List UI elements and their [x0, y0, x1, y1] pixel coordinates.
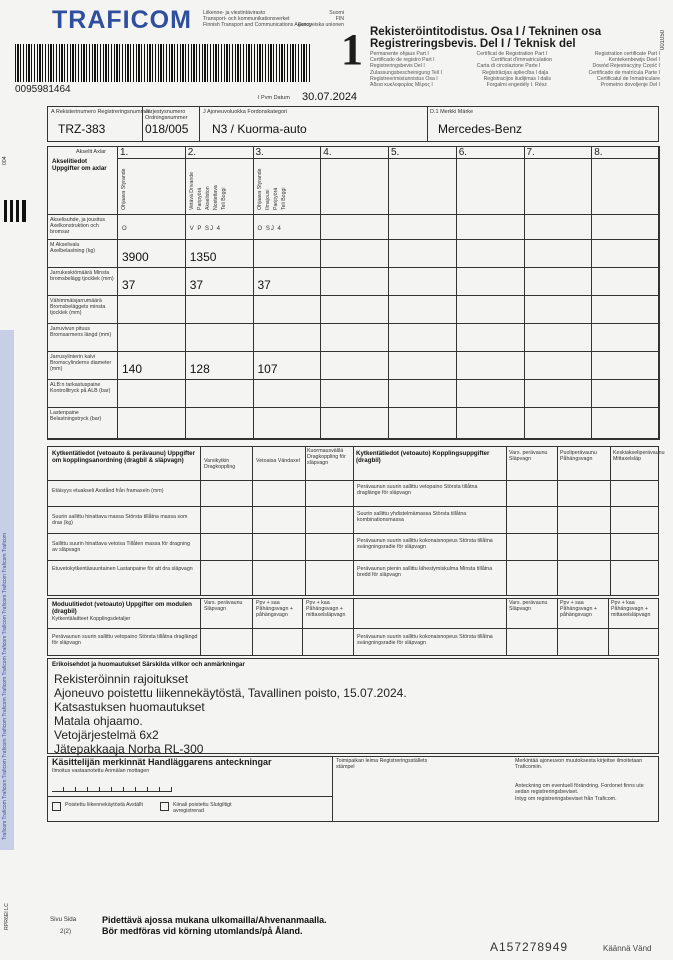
- turn-page-label: Käännä Vänd: [603, 944, 652, 953]
- page-label: Sivu Sida: [50, 916, 77, 923]
- coupling-left-row: Etäisyys etuakseli Avstånd från framaxeln (mm): [52, 488, 164, 494]
- note-line: Jätepakkaaja Norba RL-300: [54, 742, 204, 756]
- final-dereg-checkbox[interactable]: [160, 802, 169, 811]
- axle-row-divider: [47, 323, 659, 324]
- module-col: Vars. perävaunu Släpvagn: [204, 600, 243, 613]
- coupling-col-c: Kuormausvälilä Dragkoppling för släpvagn: [307, 448, 346, 467]
- axle-col-divider: [659, 146, 660, 440]
- axle-subheader: Nostettava: [212, 185, 219, 210]
- axle-column-number: 8.: [594, 147, 603, 158]
- coupling-right-row: Suurin sallittu yhdistelmämassa Största tillåtna kombinationsmassa: [357, 511, 467, 524]
- coupling-col-a: Varsikytkin Dragkoppling: [204, 458, 236, 471]
- axle-row-label: Jarrusylinterin kalvi Bromscylinderns diameter (mm): [50, 354, 112, 373]
- axle-value: 140: [122, 362, 143, 376]
- note-line: Rekisteröinnin rajoitukset: [54, 672, 189, 686]
- right-code: 001050: [660, 29, 666, 50]
- axle-value: 37: [122, 278, 136, 292]
- reg-number-label: A Rekisterinumero Registreringsnummer: [51, 109, 151, 115]
- coupling-left-row: Etuvetokytkentäsuuntainen Lastanpaine för att dra släpvagn: [52, 566, 193, 572]
- axle-col-divider: [456, 146, 457, 440]
- notes-title: Erikoisehdot ja huomautukset Särskilda villkor och anmärkningar: [52, 661, 245, 668]
- axle-row-label: Jarrukeskiömäärä Minsta bromsbelägg tjocklek (mm): [50, 270, 114, 283]
- axle-row-divider: [47, 438, 659, 439]
- axle-subheader: Paripyörä: [272, 187, 279, 210]
- module-col: Ppv + kaa Påhängsvagn + mittaxelsläpvagn: [306, 600, 346, 619]
- footer-line-1: Pidettävä ajossa mukana ulkomailla/Ahvenanmaalla.: [102, 915, 327, 925]
- axle-row-divider: [47, 407, 659, 408]
- axle-col-divider: [185, 146, 186, 440]
- coupling-right-row: Perävaunun suurin sallittu kokonaisnopeus Största tillåtna svängningsradie för släpvagn: [357, 538, 493, 551]
- handler-title: Käsittelijän merkinnät Handläggarens anteckningar: [52, 757, 272, 767]
- axle-subheader: Akseliston: [204, 186, 211, 210]
- document-number: 0095981464: [15, 84, 71, 95]
- axle-value: 37: [189, 278, 204, 292]
- axle-subheader: Ohjaava Styrande: [256, 168, 263, 210]
- coupling-right-row: Perävaunun pienin sallittu lähestymiskulma Minsta tillåtna bredd för släpvagn: [357, 566, 493, 579]
- axle-subheader: Teli Boggi: [280, 187, 287, 210]
- make-value: Mercedes-Benz: [438, 122, 523, 136]
- axle-value: O: [122, 226, 128, 232]
- agency-names: Liikenne- ja viestintävirasto Transport- och kommunikationsverket Finnish Transport and Communications Agency: [203, 10, 312, 29]
- axle-row-divider: [47, 267, 659, 268]
- axle-col-divider: [320, 146, 321, 440]
- axle-table: [47, 146, 659, 440]
- axle-value: O SJ 4: [257, 226, 282, 232]
- axle-row-divider: [47, 351, 659, 352]
- module-left-title: Moduulitiedot (vetoauto) Uppgifter om modulen (dragbil): [52, 601, 192, 615]
- module-row-label: Perävaunun suurin sallittu vetopaino Största tillåtna draglängd för släpvagn: [52, 634, 198, 647]
- handler-sub: Ilmoitus vastaanotettu Anmälan mottagen: [52, 768, 150, 774]
- axle-row-label: ALB:n tarkastuspaine Kontrolltryck på ALB (bar): [50, 382, 111, 395]
- date-entry-field[interactable]: [52, 778, 172, 792]
- left-code: 004: [2, 156, 8, 165]
- axle-col-divider: [253, 146, 254, 440]
- axle-column-number: 7.: [526, 147, 535, 158]
- side-code: RPR6EI LC: [4, 903, 10, 930]
- coupling-right-col-a: Vars. perävaunu Släpvagn: [509, 450, 548, 463]
- document-title: Rekisteröintitodistus. Osa I / Tekninen osa Registreringsbevis. Del I / Teknisk del: [370, 26, 602, 50]
- axle-value: 3900: [122, 250, 149, 264]
- module-right-col: Ppv + kaa Påhängsvagn + mittaxelsläpvagn: [611, 600, 651, 619]
- axle-row-divider: [47, 379, 659, 380]
- title-legend: Permanente ohjaus Part I Certificat de Registration Part I Registration certificate Part I Certificado de registro Part I Certificat d'immatriculation Kentekenbewijs Deel I Registreringsbevis Del I Carta di circolazione Parte I Dowód Rejestracyjny Część I Zulassungsbescheinigung Teil I Reģistrācijas apliecība I daļa Certificado de matrícula Parte I Registreerimistunnistus Osa I Registracijos liudijimas I dalis Certificatul de înmatriculare Άδεια κυκλοφορίας Μέρος I Forgalmi engedély I. Rész Prometno dovoljenje Del I: [370, 51, 660, 89]
- date-label: I Pvm Datum: [258, 95, 290, 101]
- coupling-right-col-b: Puoliperävaunu Påhängsvagn: [560, 450, 597, 463]
- country-info: Suomi FIN Europeiska unionen: [298, 10, 344, 29]
- handler-right-text-1: Merkintää ajoneuvon muutoksesta kirjeitse ilmoitetaan Traficomiin.: [515, 758, 643, 771]
- part-number: 1: [341, 25, 363, 74]
- barcode: [15, 44, 311, 82]
- axle-column-number: 2.: [187, 147, 197, 158]
- qr-code-icon: [4, 200, 26, 222]
- axle-row-divider: [47, 214, 659, 215]
- axle-header-divider: [117, 158, 659, 159]
- axle-subheader: Teli Boggi: [220, 187, 227, 210]
- module-right-col: Ppv + saa Påhängsvagn + påhängsvagn: [560, 600, 597, 619]
- category-value: N3 / Kuorma-auto: [212, 122, 307, 136]
- coupling-right-col-c: Keskiakseliperävaunu Mittaxelsläp: [613, 450, 665, 463]
- note-line: Katsastuksen huomautukset: [54, 700, 205, 714]
- coupling-left-title: Kytkentätiedot (vetoauto & perävaunu) Uppgifter om kopplingsanordning (dragbil & släpvagn): [52, 450, 196, 464]
- coupling-left-row: Suurin sallittu hinattava massa Största tillåtna massa som dras (kg): [52, 514, 188, 527]
- axle-col-divider: [117, 146, 118, 440]
- stamp-label: Toimipaikan leima Registreringsställets stämpel: [336, 758, 428, 771]
- make-label: D.1 Merkki Märke: [430, 109, 474, 115]
- order-number-value: 018/005: [145, 122, 189, 136]
- module-left-sub: Kytkentälaitteet Kopplingsdetaljer: [52, 616, 131, 622]
- axle-row-label: Jarruvivun pituus Bromsarmens längd (mm): [50, 326, 112, 339]
- note-line: Matala ohjaamo.: [54, 714, 143, 728]
- traficom-logo: TRAFICOM: [52, 6, 192, 34]
- avstallt-checkbox[interactable]: [52, 802, 61, 811]
- notes-lines: [54, 672, 407, 756]
- coupling-col-b: Vetoaisa Vändaxel: [256, 458, 300, 464]
- axle-value: 107: [257, 362, 278, 376]
- axle-column-number: 1.: [120, 147, 129, 158]
- axle-column-number: 6.: [458, 147, 468, 158]
- axle-value: V P SJ 4: [189, 226, 221, 232]
- axle-value: 128: [189, 362, 210, 376]
- module-right-row-label: Perävaunun suurin sallittu kokonaisnopeus Största tillåtna svängningsradie för släpvagn: [357, 634, 493, 647]
- serial-number: A157278949: [490, 940, 569, 954]
- coupling-left-row: Sallittu suurin hinattava vetoisa Tillåten massa för dragning av släpvagn: [52, 541, 191, 554]
- axle-column-number: 3.: [255, 147, 264, 158]
- axle-value: 1350: [189, 250, 217, 264]
- reg-number-value: TRZ-383: [58, 122, 106, 136]
- axle-row-divider: [47, 295, 659, 296]
- axle-subheader: Ilmajousi: [264, 189, 271, 210]
- axle-row-divider: [47, 239, 659, 240]
- avstallt-label: Poistettu liikennekäytöstä Avställt: [65, 802, 143, 808]
- order-number-label: Järjestysnumero Ordningsnummer: [145, 109, 188, 121]
- module-right-col: Vars. perävaunu Släpvagn: [509, 600, 548, 613]
- axle-col-divider: [524, 146, 525, 440]
- coupling-right-title: Kytkentätiedot (vetoauto) Kopplingsuppgifter (dragbil): [356, 450, 490, 464]
- axle-row-label: Vähimmäisjarrumäärä Bromsbeläggets minsta tjocklek (mm): [50, 298, 106, 317]
- coupling-right-row: Perävaunun suurin sallittu vetopaino Största tillåtna draglänge för släpvagn: [357, 484, 478, 497]
- axle-row-label: Akselisuhde, ja jousitus Axelkonstruktion och bromsar: [50, 217, 106, 236]
- note-line: Vetojärjestelmä 6x2: [54, 728, 159, 742]
- axle-subheader: Vetävä Drivande: [188, 171, 195, 210]
- footer-line-2: Bör medföras vid körning utomlands/på Åland.: [102, 926, 303, 936]
- axle-row-label: M Akselivalu Axelbelastning (kg): [50, 242, 96, 255]
- date-value: 30.07.2024: [302, 91, 358, 103]
- handler-right-text-3: Intyg om registreringsbeviset från Traficom.: [515, 796, 617, 802]
- page-value: 2(2): [60, 928, 72, 935]
- axle-subheader: Ohjaava Styrande: [121, 168, 127, 210]
- axle-subheader: Paripyörä: [196, 187, 203, 210]
- axle-col-divider: [591, 146, 592, 440]
- axle-column-number: 5.: [391, 147, 400, 158]
- axle-value: 37: [257, 278, 271, 292]
- security-strip-text: Traficom Traficom Traficom Traficom Traficom Traficom Traficom Traficom Traficom Traficom Traficom Traficom Traficom Traficom Traficom: [2, 532, 8, 840]
- handler-right-text-2: Anteckning om eventuell förändring. Fordonet finns ute sedan registreringsbeviset.: [515, 783, 644, 796]
- axle-row-label: Lastenpaine Belastningstryck (bar): [50, 410, 102, 423]
- module-col: Ppv + saa Påhängsvagn + påhängsvagn: [256, 600, 293, 619]
- axle-section-title: Akselitiedot Uppgifter om axlar: [52, 158, 107, 172]
- axle-col-divider: [388, 146, 389, 440]
- note-line: Ajoneuvo poistettu liikennekäytöstä, Tavallinen poisto, 15.07.2024.: [54, 686, 407, 700]
- axle-header-label: Akselit Axlar: [76, 149, 106, 155]
- category-label: J Ajoneuvoluokka Fordonskategori: [203, 109, 288, 115]
- axle-column-number: 4.: [323, 147, 332, 158]
- final-dereg-label: Kiinali poistettu Slutgiltigt avregistrerad: [173, 802, 232, 815]
